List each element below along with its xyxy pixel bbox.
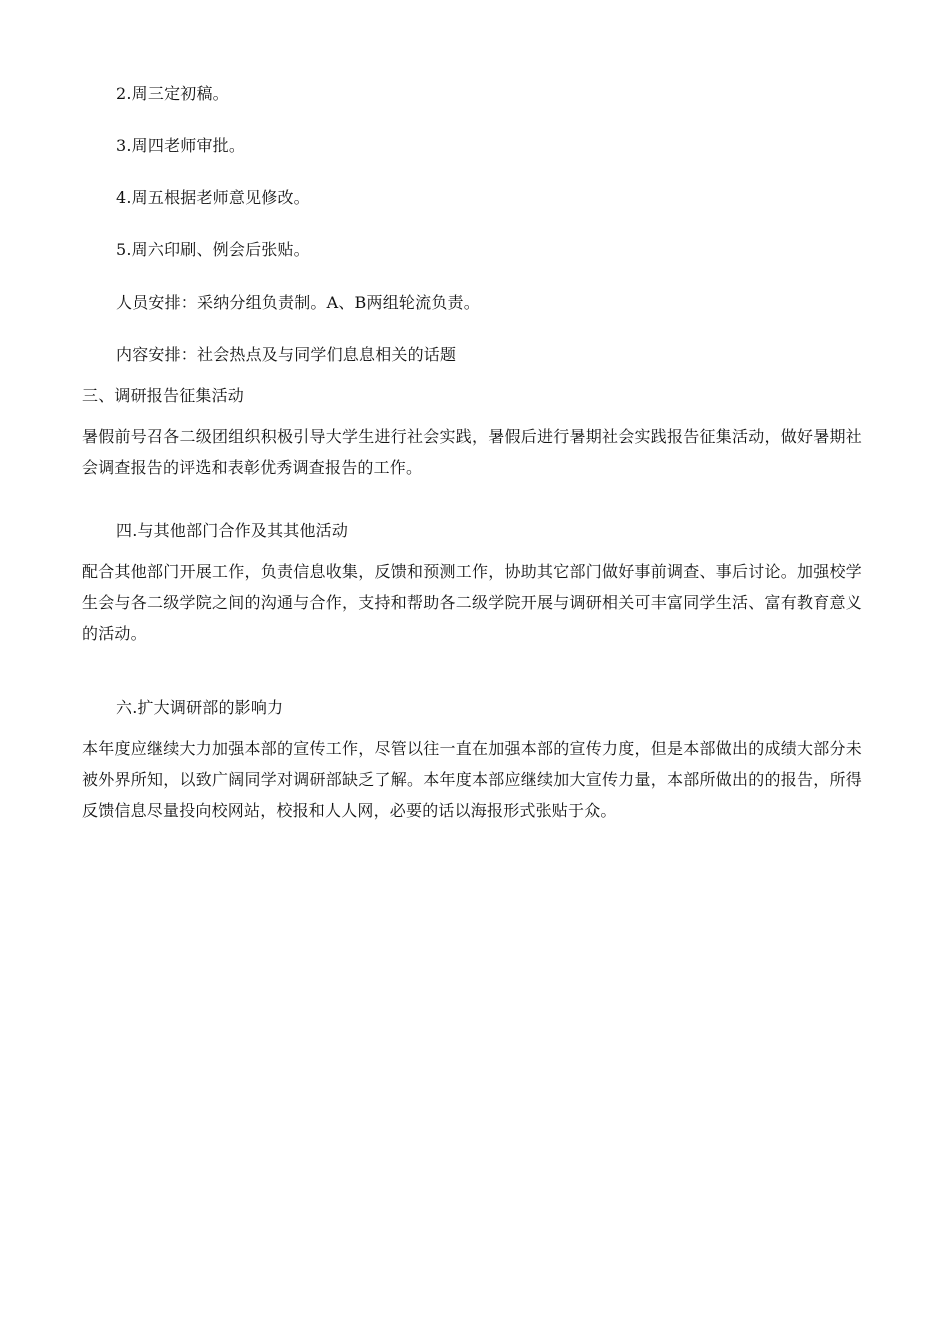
section6-heading: 六.扩大调研部的影响力 [116,698,284,717]
section3-heading: 三、调研报告征集活动 [82,386,245,405]
section4-heading: 四.与其他部门合作及其其他活动 [116,521,349,540]
list-item-2: 2.周三定初稿。 [116,84,229,103]
list-item-4: 4.周五根据老师意见修改。 [116,188,310,207]
staffing-text: 人员安排：采纳分组负责制。A、B两组轮流负责。 [116,293,480,312]
list-item-3: 3.周四老师审批。 [116,136,246,155]
section4-body: 配合其他部门开展工作，负责信息收集，反馈和预测工作，协助其它部门做好事前调查、事后讨论。加强校学生会与各二级学院之间的沟通与合作，支持和帮助各二级学院开展与调研相关可丰富同学生活、富有教育意义的活动。 [82,562,862,643]
section6-body: 本年度应继续大力加强本部的宣传工作，尽管以往一直在加强本部的宣传力度，但是本部做出的成绩大部分未被外界所知，以致广阔同学对调研部缺乏了解。本年度本部应继续加大宣传力量，本部所做出的的报告，所得反馈信息尽量投向校网站，校报和人人网，必要的话以海报形式张贴于众。 [82,739,862,820]
list-item-5: 5.周六印刷、例会后张贴。 [116,240,310,259]
section3-body: 暑假前号召各二级团组织积极引导大学生进行社会实践，暑假后进行暑期社会实践报告征集活动，做好暑期社会调查报告的评选和表彰优秀调查报告的工作。 [82,427,862,477]
content-plan-text: 内容安排：社会热点及与同学们息息相关的话题 [116,345,457,364]
